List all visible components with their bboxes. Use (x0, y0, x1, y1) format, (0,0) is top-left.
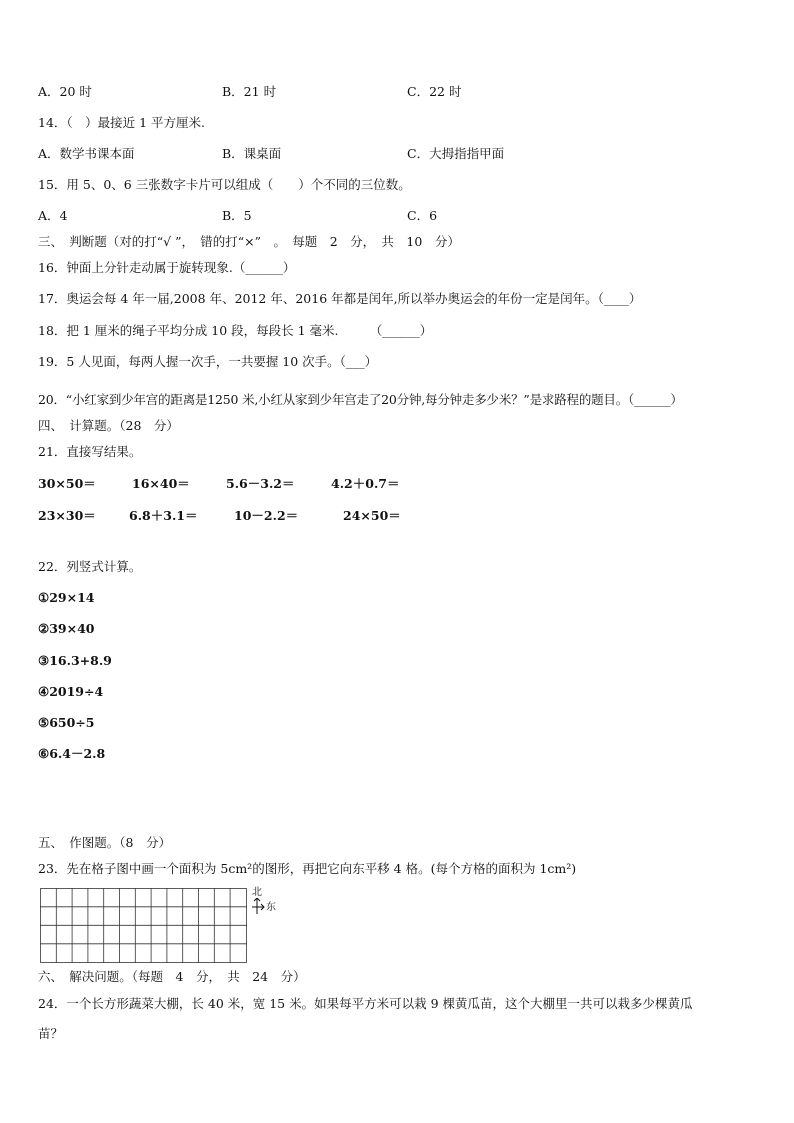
q14-stem: 14．（ ）最接近 1 平方厘米. (38, 115, 206, 130)
calc-item: 4.2＋0.7＝ (331, 476, 400, 491)
q18: 18．把 1 厘米的绳子平均分成 10 段，每段长 1 毫米. （______） (38, 323, 433, 338)
vertical-calc-item: ⑥6.4－2.8 (38, 746, 106, 761)
compass-east-label: 东 (266, 902, 276, 913)
q23: 23．先在格子图中画一个面积为 5cm²的图形，再把它向东平移 4 格。(每个方格的面积为 1cm²) (38, 861, 577, 876)
q13-option-a: A．20 时 (38, 84, 92, 99)
q17: 17．奥运会每 4 年一届,2008 年、2012 年、2016 年都是闰年,所以举办奥运会的年份一定是闰年。（____） (38, 291, 642, 306)
vertical-calc-item: ④2019÷4 (38, 684, 104, 699)
q22: 22．列竖式计算。 (38, 559, 142, 574)
q20: 20．“小红家到少年宫的距离是1250 米,小红从家到少年宫走了20分钟,每分钟走多少米？”是求路程的题目。（______） (38, 392, 683, 407)
q21: 21．直接写结果。 (38, 444, 142, 459)
compass-arrow-icon (252, 898, 266, 916)
q16: 16．钟面上分针走动属于旋转现象.（______） (38, 260, 296, 275)
vertical-calc-item: ⑤650÷5 (38, 715, 95, 730)
section-6-title: 六、 解决问题。（每题 4 分， 共 24 分） (38, 969, 306, 984)
calc-item: 16×40＝ (132, 476, 190, 491)
square-grid[interactable] (40, 888, 248, 964)
section-4-title: 四、 计算题。（28 分） (38, 418, 179, 433)
vertical-calc-item: ③16.3+8.9 (38, 653, 112, 668)
section-5-title: 五、 作图题。（8 分） (38, 835, 171, 850)
q14-option-b: B．课桌面 (222, 146, 282, 161)
q24-line-2: 苗？ (38, 1026, 64, 1041)
q24-line-1: 24．一个长方形蔬菜大棚，长 40 米，宽 15 米。如果每平方米可以栽 9 棵黄瓜苗，这个大棚里一共可以栽多少棵黄瓜 (38, 996, 693, 1011)
calc-item: 10－2.2＝ (234, 508, 299, 523)
calc-item: 30×50＝ (38, 476, 96, 491)
calc-item: 24×50＝ (343, 508, 401, 523)
q15-option-a: A．4 (38, 208, 68, 223)
q15-option-b: B．5 (222, 208, 252, 223)
compass-north-label: 北 (252, 887, 262, 898)
q19: 19．5 人见面，每两人握一次手，一共要握 10 次手。（___） (38, 354, 378, 369)
vertical-calc-item: ①29×14 (38, 590, 95, 605)
q13-option-b: B．21 时 (222, 84, 277, 99)
q14-option-a: A．数学书课本面 (38, 146, 135, 161)
q15-stem: 15．用 5、0、6 三张数字卡片可以组成（ ）个不同的三位数。 (38, 177, 411, 192)
vertical-calc-item: ②39×40 (38, 621, 95, 636)
calc-item: 23×30＝ (38, 508, 96, 523)
section-3-title: 三、 判断题（对的打“√ ”， 错的打“×” 。 每题 2 分， 共 10 分） (38, 234, 460, 249)
calc-item: 6.8＋3.1＝ (129, 508, 198, 523)
q14-option-c: C．大拇指指甲面 (407, 146, 505, 161)
q15-option-c: C．6 (407, 208, 438, 223)
q13-option-c: C．22 时 (407, 84, 462, 99)
calc-item: 5.6－3.2＝ (226, 476, 295, 491)
